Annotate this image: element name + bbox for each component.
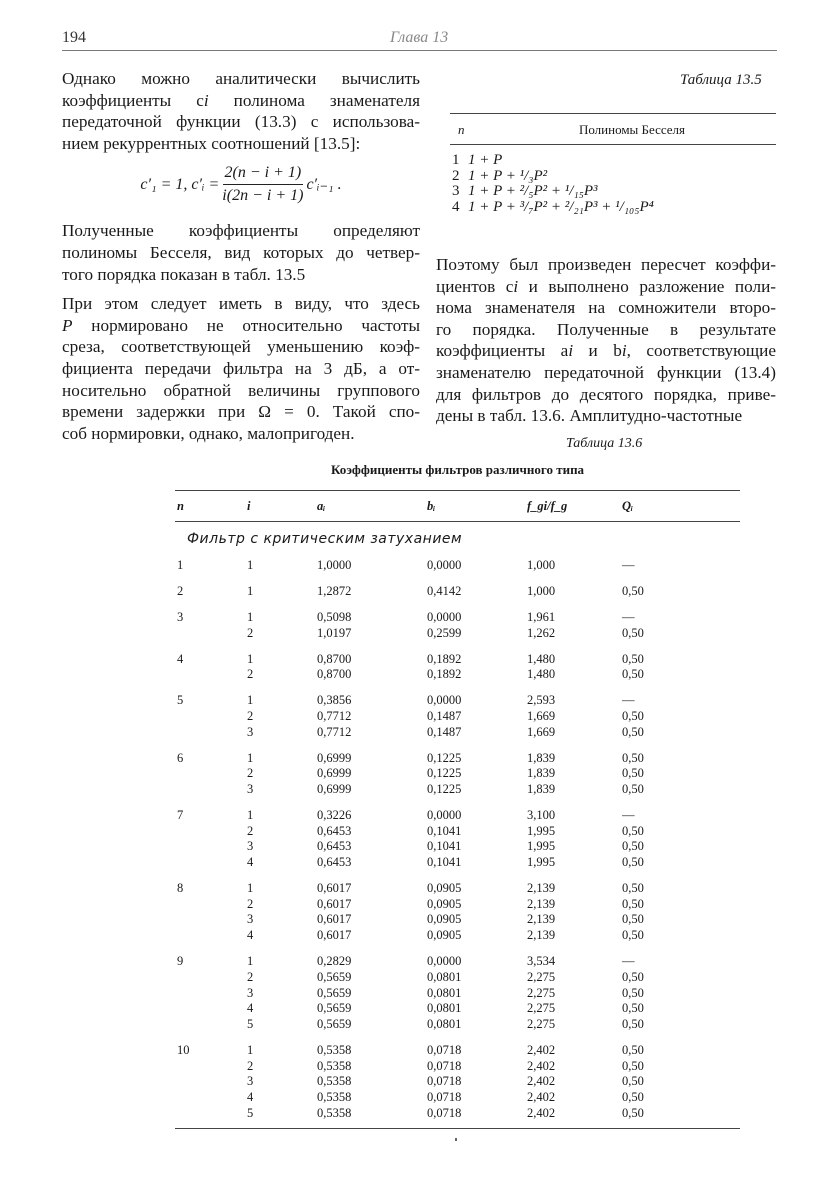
cell-f-ratio: 1,000 <box>527 583 556 598</box>
cell-n: 4 <box>452 198 460 215</box>
header-i: i <box>247 498 251 513</box>
cell-a: 0,5358 <box>317 1042 352 1057</box>
paragraph <box>62 68 420 154</box>
cell-a: 0,7712 <box>317 709 352 723</box>
page-number: 194 <box>62 29 86 46</box>
cell-i: 1 <box>247 881 254 896</box>
cell-b: 0,0718 <box>427 1105 462 1120</box>
right-column <box>436 254 776 427</box>
table-row <box>175 693 740 709</box>
cell-f-ratio: 1,961 <box>527 609 556 624</box>
table-row <box>175 970 740 986</box>
cell-b: 0,1225 <box>427 782 462 797</box>
cell-q: 0,50 <box>622 839 644 854</box>
cell-i: 5 <box>247 1016 254 1031</box>
cell-a: 0,5358 <box>317 1058 352 1073</box>
cell-q: 0,50 <box>622 985 644 1000</box>
table-row <box>450 200 776 216</box>
cell-b: 0,1225 <box>427 766 462 781</box>
table-header <box>175 491 740 521</box>
cell-a: 0,6453 <box>317 855 352 870</box>
left-column <box>62 68 420 444</box>
cell-n <box>175 1106 247 1122</box>
table-row <box>175 626 740 642</box>
cell-n: 4 <box>177 651 184 666</box>
cell-n <box>175 1059 247 1075</box>
cell-f-ratio: 2,275 <box>527 1016 556 1031</box>
paragraph <box>62 293 420 444</box>
cell-a: 0,5659 <box>317 1001 352 1016</box>
cell-n: 5 <box>177 693 184 708</box>
cell-q: 0,50 <box>622 625 644 640</box>
cell-a: 0,6999 <box>317 782 352 797</box>
table-group <box>175 808 740 871</box>
cell-f-ratio: 1,839 <box>527 782 556 797</box>
cell-f-ratio: 3,100 <box>527 808 556 823</box>
cell-q: 0,50 <box>622 912 644 927</box>
cell-q: 0,50 <box>622 1089 644 1104</box>
text-line: знаменателю передаточной функции (13.4) <box>436 362 776 382</box>
cell-n <box>175 855 247 871</box>
formula-numerator: 2(n − i + 1) <box>223 162 304 185</box>
cell-q: 0,50 <box>622 823 644 838</box>
cell-b: 0,1041 <box>427 855 462 870</box>
text-line: коэффициенты ci полинома знаменателя <box>62 90 420 110</box>
formula-lhs: c′₁ = 1, c′ᵢ = <box>140 175 220 193</box>
table-row <box>175 986 740 1002</box>
table-group <box>175 693 740 740</box>
cell-a: 0,8700 <box>317 667 352 682</box>
text-line: передаточной функции (13.3) с использова- <box>62 112 420 132</box>
table-group <box>175 610 740 641</box>
cell-f-ratio: 2,275 <box>527 985 556 1000</box>
cell-f-ratio: 1,480 <box>527 651 556 666</box>
text-line: коэффициенты ai и bi, соответствующие <box>436 341 776 361</box>
cell-b: 0,1892 <box>427 651 462 666</box>
cell-q: 0,50 <box>622 782 644 797</box>
cell-n <box>175 667 247 683</box>
cell-q: 0,50 <box>622 1016 644 1031</box>
cell-i: 2 <box>247 667 254 682</box>
cell-b: 0,0801 <box>427 1016 462 1031</box>
cell-n <box>175 928 247 944</box>
cell-i: 3 <box>247 724 254 739</box>
table-row <box>175 652 740 668</box>
paragraph <box>62 220 420 285</box>
cell-q: 0,50 <box>622 881 644 896</box>
cell-q: — <box>622 954 635 969</box>
text-line: Поэтому был произведен пересчет коэффи- <box>436 255 776 274</box>
cell-b: 0,0000 <box>427 609 462 624</box>
cell-a: 1,2872 <box>317 583 352 598</box>
table-row <box>175 824 740 840</box>
cell-i: 1 <box>247 558 254 572</box>
table-row <box>175 808 740 824</box>
cell-i: 4 <box>247 928 254 943</box>
cell-a: 0,5659 <box>317 1016 352 1031</box>
table-rule <box>175 1128 740 1129</box>
cell-q: 0,50 <box>622 667 644 682</box>
text-line: При этом следует иметь в виду, что здесь <box>62 294 420 314</box>
table-group <box>175 881 740 944</box>
text-line: для фильтров до десятого порядка, приве- <box>436 384 776 404</box>
table-group <box>175 584 740 600</box>
cell-a: 0,5358 <box>317 1089 352 1104</box>
cell-n: 6 <box>177 750 184 765</box>
cell-a: 0,6999 <box>317 766 352 781</box>
text-line: нома знаменателя на сомножители второ- <box>436 298 776 318</box>
cell-n <box>175 912 247 928</box>
text-line: Однако можно аналитически вычислить <box>62 69 420 88</box>
cell-q: 0,50 <box>622 1058 644 1073</box>
cell-i: 2 <box>247 896 254 911</box>
cell-f-ratio: 1,262 <box>527 625 556 640</box>
cell-polynomial: 1 + P <box>468 152 503 168</box>
formula-rhs: c′ᵢ₋₁ . <box>306 175 342 193</box>
table-row <box>175 881 740 897</box>
running-header: Глава 13 <box>390 29 449 46</box>
table-13-5-caption: Таблица 13.5 <box>680 72 762 88</box>
cell-a: 0,6453 <box>317 823 352 838</box>
cell-a: 0,5659 <box>317 985 352 1000</box>
cell-b: 0,0905 <box>427 928 462 943</box>
table-row <box>175 610 740 626</box>
cell-n: 3 <box>452 183 460 199</box>
cell-f-ratio: 2,402 <box>527 1074 556 1089</box>
table-13-6 <box>175 490 740 1129</box>
table-row <box>175 1001 740 1017</box>
text-line: полиномы Бесселя, вид которых до четвер- <box>62 242 420 262</box>
table-row <box>175 1017 740 1033</box>
cell-b: 0,0000 <box>427 808 462 823</box>
table-row <box>175 855 740 871</box>
text-line: P нормировано не относительно частоты <box>62 315 420 335</box>
cell-b: 0,0905 <box>427 896 462 911</box>
cell-a: 0,6453 <box>317 839 352 854</box>
table-13-6-caption: Таблица 13.6 <box>566 436 643 451</box>
cell-b: 0,0905 <box>427 881 462 896</box>
cell-n: 1 <box>177 558 184 572</box>
cell-i: 1 <box>247 954 254 969</box>
cell-q: — <box>622 693 635 708</box>
table-row <box>175 954 740 970</box>
table-row <box>175 912 740 928</box>
cell-f-ratio: 1,995 <box>527 839 556 854</box>
table-header <box>450 114 776 144</box>
cell-f-ratio: 1,480 <box>527 667 556 682</box>
header-n: n <box>177 498 184 513</box>
table-row <box>175 725 740 741</box>
cell-a: 0,5098 <box>317 609 352 624</box>
table-row <box>175 1106 740 1122</box>
cell-f-ratio: 1,839 <box>527 750 556 765</box>
cell-n <box>175 970 247 986</box>
header-b: bᵢ <box>427 498 436 513</box>
cell-b: 0,2599 <box>427 625 462 640</box>
cell-f-ratio: 2,139 <box>527 881 556 896</box>
cell-b: 0,0801 <box>427 969 462 984</box>
text-line: среза, соответствующей уменьшению коэф- <box>62 337 420 357</box>
table-13-6-title: Коэффициенты фильтров различного типа <box>330 462 585 477</box>
cell-a: 0,3226 <box>317 808 352 823</box>
cell-f-ratio: 2,139 <box>527 912 556 927</box>
cell-polynomial: 1 + P + ²/₅P² + ¹/₁₅P³ <box>468 183 598 199</box>
cell-b: 0,1041 <box>427 823 462 838</box>
cell-f-ratio: 2,402 <box>527 1105 556 1120</box>
cell-b: 0,4142 <box>427 583 462 598</box>
cell-i: 5 <box>247 1105 254 1120</box>
cell-n: 7 <box>177 808 184 823</box>
cell-i: 3 <box>247 782 254 797</box>
text-line: дены в табл. 13.6. Амплитудно-частотные <box>436 406 743 426</box>
cell-f-ratio: 1,839 <box>527 766 556 781</box>
cell-i: 1 <box>247 693 254 708</box>
table-row <box>175 1043 740 1059</box>
cell-a: 0,6017 <box>317 912 352 927</box>
recurrence-formula <box>62 156 420 212</box>
cell-i: 2 <box>247 1058 254 1073</box>
text-line: соб нормировки, однако, малопригоден. <box>62 423 355 443</box>
cell-i: 2 <box>247 823 254 838</box>
cell-b: 0,0000 <box>427 558 462 572</box>
table-row <box>175 928 740 944</box>
cell-b: 0,0000 <box>427 954 462 969</box>
text-line: Полученные коэффициенты определяют <box>62 221 420 241</box>
cell-n <box>175 709 247 725</box>
cell-q: 0,50 <box>622 724 644 739</box>
cell-q: 0,50 <box>622 1105 644 1120</box>
cell-n <box>175 1090 247 1106</box>
cell-n <box>175 1017 247 1033</box>
cell-a: 0,6017 <box>317 928 352 943</box>
cell-i: 4 <box>247 855 254 870</box>
cell-n: 2 <box>177 583 184 598</box>
cell-n <box>175 782 247 798</box>
table-row <box>175 1059 740 1075</box>
cell-i: 1 <box>247 1042 254 1057</box>
cell-n <box>175 1074 247 1090</box>
cell-a: 0,2829 <box>317 954 352 969</box>
cell-i: 3 <box>247 912 254 927</box>
cell-n: 2 <box>452 167 460 184</box>
table-row <box>175 751 740 767</box>
cell-n <box>175 986 247 1002</box>
table-13-5 <box>450 113 776 215</box>
cell-f-ratio: 2,593 <box>527 693 556 708</box>
formula-denominator: i(2n − i + 1) <box>222 186 304 204</box>
cell-a: 0,3856 <box>317 693 352 708</box>
table-row <box>450 169 776 185</box>
scan-speck <box>455 1138 457 1141</box>
text-line: циентов ci и выполнено разложение поли- <box>436 276 776 296</box>
cell-b: 0,0000 <box>427 693 462 708</box>
cell-f-ratio: 1,669 <box>527 724 556 739</box>
cell-n <box>175 1001 247 1017</box>
text-line: го порядка. Полученные в результате <box>436 319 776 339</box>
cell-a: 0,5358 <box>317 1105 352 1120</box>
cell-i: 4 <box>247 1089 254 1104</box>
table-group <box>175 751 740 798</box>
cell-q: 0,50 <box>622 709 644 723</box>
cell-b: 0,0718 <box>427 1074 462 1089</box>
cell-n <box>175 839 247 855</box>
cell-i: 2 <box>247 969 254 984</box>
cell-f-ratio: 2,275 <box>527 1001 556 1016</box>
cell-i: 2 <box>247 766 254 781</box>
cell-b: 0,1487 <box>427 724 462 739</box>
table-row <box>175 897 740 913</box>
cell-a: 1,0000 <box>317 558 352 572</box>
cell-q: 0,50 <box>622 583 644 598</box>
table-group <box>175 652 740 683</box>
header-polynomials: Полиномы Бесселя <box>578 122 686 137</box>
cell-a: 1,0197 <box>317 625 352 640</box>
table-row <box>175 584 740 600</box>
cell-i: 3 <box>247 985 254 1000</box>
cell-q: 0,50 <box>622 969 644 984</box>
cell-a: 0,5358 <box>317 1074 352 1089</box>
table-row <box>450 153 776 169</box>
table-row <box>175 782 740 798</box>
cell-f-ratio: 1,995 <box>527 823 556 838</box>
cell-n: 8 <box>177 881 184 896</box>
text-line: носительно обратной величины группового <box>62 380 420 400</box>
cell-n: 10 <box>177 1042 190 1057</box>
cell-b: 0,1892 <box>427 667 462 682</box>
cell-i: 1 <box>247 583 254 598</box>
cell-b: 0,0718 <box>427 1058 462 1073</box>
cell-f-ratio: 2,139 <box>527 928 556 943</box>
table-row <box>175 558 740 574</box>
cell-i: 2 <box>247 625 254 640</box>
header-f-ratio: f_gi/f_g <box>527 498 568 513</box>
table-row <box>175 766 740 782</box>
paragraph <box>436 254 776 427</box>
cell-n: 1 <box>452 152 460 168</box>
cell-n <box>175 766 247 782</box>
formula-fraction <box>222 162 303 206</box>
table-row <box>175 709 740 725</box>
text-line: того порядка показан в табл. 13.5 <box>62 264 306 284</box>
cell-q: 0,50 <box>622 855 644 870</box>
cell-q: 0,50 <box>622 896 644 911</box>
table-body <box>175 558 740 1121</box>
cell-a: 0,6017 <box>317 881 352 896</box>
table-group <box>175 954 740 1032</box>
cell-a: 0,6999 <box>317 750 352 765</box>
cell-polynomial: 1 + P + ¹/₃P² <box>468 167 548 184</box>
table-subtitle: Фильтр с критическим затуханием <box>187 531 463 547</box>
header-n: n <box>458 122 465 137</box>
cell-n <box>175 824 247 840</box>
cell-b: 0,1487 <box>427 709 462 723</box>
cell-f-ratio: 3,534 <box>527 954 556 969</box>
cell-f-ratio: 1,669 <box>527 709 556 723</box>
table-row <box>175 1074 740 1090</box>
header-q: Qᵢ <box>622 498 634 513</box>
cell-q: 0,50 <box>622 1074 644 1089</box>
cell-a: 0,6017 <box>317 896 352 911</box>
cell-n <box>175 725 247 741</box>
cell-n <box>175 626 247 642</box>
cell-f-ratio: 2,275 <box>527 969 556 984</box>
table-row <box>175 1090 740 1106</box>
cell-q: — <box>622 558 635 572</box>
cell-i: 1 <box>247 651 254 666</box>
cell-b: 0,1225 <box>427 750 462 765</box>
table-row <box>175 667 740 683</box>
table-row <box>450 184 776 200</box>
cell-b: 0,0801 <box>427 985 462 1000</box>
cell-q: 0,50 <box>622 750 644 765</box>
cell-f-ratio: 2,402 <box>527 1058 556 1073</box>
cell-b: 0,1041 <box>427 839 462 854</box>
cell-a: 0,7712 <box>317 724 352 739</box>
cell-q: — <box>622 609 635 624</box>
cell-f-ratio: 1,995 <box>527 855 556 870</box>
cell-q: 0,50 <box>622 1042 644 1057</box>
table-group <box>175 558 740 574</box>
cell-a: 0,5659 <box>317 969 352 984</box>
cell-i: 1 <box>247 609 254 624</box>
cell-polynomial: 1 + P + ³/₇P² + ²/₂₁P³ + ¹/₁₀₅P⁴ <box>468 198 654 215</box>
cell-f-ratio: 1,000 <box>527 558 556 572</box>
cell-i: 2 <box>247 709 254 723</box>
cell-i: 1 <box>247 750 254 765</box>
cell-b: 0,0801 <box>427 1001 462 1016</box>
text-line: времени задержки при Ω = 0. Такой спо- <box>62 402 420 422</box>
cell-n: 3 <box>177 609 184 624</box>
table-row <box>175 839 740 855</box>
table-body <box>450 145 776 215</box>
cell-f-ratio: 2,402 <box>527 1042 556 1057</box>
cell-f-ratio: 2,402 <box>527 1089 556 1104</box>
cell-i: 1 <box>247 808 254 823</box>
table-group <box>175 1043 740 1121</box>
cell-n <box>175 897 247 913</box>
header-a: aᵢ <box>317 498 326 513</box>
cell-b: 0,0905 <box>427 912 462 927</box>
text-line: нием рекуррентных соотношений [13.5]: <box>62 133 361 153</box>
text-line: фициента передачи фильтра на 3 дБ, а от- <box>62 358 420 378</box>
cell-q: 0,50 <box>622 1001 644 1016</box>
cell-n: 9 <box>177 954 184 969</box>
header-rule <box>62 50 777 51</box>
cell-q: 0,50 <box>622 766 644 781</box>
cell-i: 3 <box>247 839 254 854</box>
cell-f-ratio: 2,139 <box>527 896 556 911</box>
cell-b: 0,0718 <box>427 1089 462 1104</box>
cell-q: — <box>622 808 635 823</box>
cell-a: 0,8700 <box>317 651 352 666</box>
cell-i: 4 <box>247 1001 254 1016</box>
cell-q: 0,50 <box>622 651 644 666</box>
cell-q: 0,50 <box>622 928 644 943</box>
cell-i: 3 <box>247 1074 254 1089</box>
cell-b: 0,0718 <box>427 1042 462 1057</box>
